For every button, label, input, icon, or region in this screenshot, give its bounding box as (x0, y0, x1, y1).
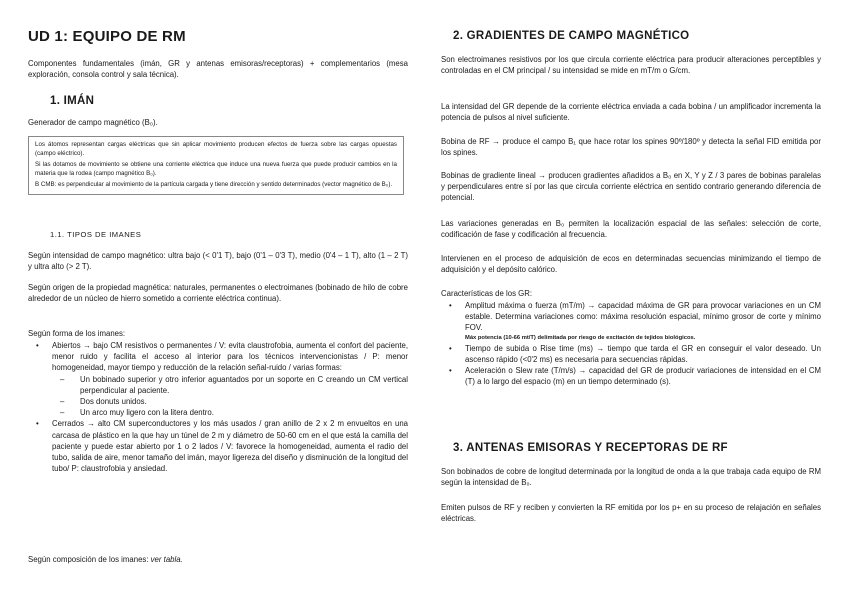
paragraph-forma: Según forma de los imanes: (28, 329, 126, 338)
section-1-subtitle: Generador de campo magnético (B₀). (28, 118, 158, 127)
list-item-abiertos (28, 340, 408, 418)
amplitud-text: Amplitud máxima o fuerza (mT/m) → capacidad máxima de GR para provocar variaciones en un CM estable. Determina variaciones como: máxima resolución espacial, mínimo grosor de corte y mínimo FOV. (465, 301, 821, 333)
intro-paragraph: Componentes fundamentales (imán, GR y antenas emisoras/receptoras) + complementarios (mesa exploración, consola control y sala técnica). (28, 59, 408, 80)
forma-list (28, 340, 408, 474)
paragraph-intensidad: Según intensidad de campo magnético: ultra bajo (< 0'1 T), bajo (0'1 – 0'3 T), medio (0'4 – 1 T), alto (1 – 2 T) y ultra alto (> 2 T). (28, 251, 408, 272)
box-paragraph: Si las dotamos de movimiento se obtiene una corriente eléctrica que induce una nueva fuerza que puede producir cambios en la materia que la rodea (campo magnético B₀). (35, 161, 397, 177)
gr-paragraph-3: Bobina de RF → produce el campo B₁ que hace rotar los spines 90º/180º y detecta la señal FID emitida por los spines. (441, 137, 821, 158)
sublist-item: – Dos donuts unidos. (52, 396, 408, 407)
list-item-amplitud (441, 300, 821, 343)
sublist-item: – Un arco muy ligero con la litera dentro. (52, 407, 408, 418)
section-1-title: 1. IMÁN (50, 95, 95, 107)
abiertos-sublist (52, 374, 408, 419)
paragraph-origen: Según origen de la propiedad magnética: naturales, permanentes o electroimanes (bobinado de hilo de cobre alrededor de un núcleo de hierro sometido a corriente eléctrica continua). (28, 283, 408, 304)
gr-paragraph-5: Las variaciones generadas en B₀ permiten la localización espacial de las señales: selección de corte, codificación de fase y codificación al frecuencia. (441, 219, 821, 240)
gr-paragraph-4: Bobinas de gradiente lineal → producen gradientes añadidos a B₀ en X, Y y Z / 3 pares de bobinas paralelas y perpendiculares entre sí por las que circula corriente eléctrica en sentido contrario generando diferencia de potencial. (441, 171, 821, 203)
amplitud-note: Máx potencia (10-66 mt/T) delimitada por riesgo de excitación de tejidos biológicos. (465, 334, 696, 341)
gr-paragraph-2: La intensidad del GR depende de la corriente eléctrica enviada a cada bobina / un amplificador incrementa la potencia de pulsos al nivel suficiente. (441, 102, 821, 123)
list-item-cerrados: • Cerrados → alto CM superconductores y los más usados / gran anillo de 2 x 2 m envueltos en una carcasa de plástico en la que hay un túnel de 2 m y diámetro de 50-60 cm en el que está la camilla del paciente y puede estar abierto por 1 o 2 lados / V: favorece la homogeneidad, aumenta el radio del tubo, salida de aire, menor tamaño del imán, mayor ligereza del diseño y disminución de la longitud del tubo/ P: claustrofobia y ansiedad. (28, 418, 408, 474)
section-3-title: 3. ANTENAS EMISORAS Y RECEPTORAS DE RF (453, 442, 728, 454)
box-paragraph: Los átomos representan cargas eléctricas que sin aplicar movimiento producen efectos de fuerza sobre las cargas opuestas (campo eléctrico). (35, 141, 397, 157)
section-2-title: 2. GRADIENTES DE CAMPO MAGNÉTICO (453, 30, 690, 42)
list-item-slew-rate: • Aceleración o Slew rate (T/m/s) → capacidad del GR de producir variaciones de intensidad en el CM (T) a lo largo del espacio (m) en un tiempo determinado (s). (441, 365, 821, 387)
gr-paragraph-1: Son electroimanes resistivos por los que circula corriente eléctrica para producir alteraciones perceptibles y controladas en el CM principal / su intensidad se mide en mT/m o G/cm. (441, 55, 821, 76)
abiertos-text: Abiertos → bajo CM resistivos o permanentes / V: evita claustrofobia, aumenta el confort del paciente, menor ruido y facilita el acceso al interior para los técnicos intervencionistas / P: menor homogeneidad, mayor tiempo y reducción de la relación señal-ruido / varias formas: (52, 341, 408, 373)
paragraph-composicion (28, 554, 408, 565)
box-paragraph: B CMB: es perpendicular al movimiento de la partícula cargada y tiene dirección y sentido determinados (vector magnético de B₀). (35, 181, 393, 189)
rf-paragraph-2: Emiten pulsos de RF y reciben y convierten la RF emitida por los p+ en su proceso de relajación en señales eléctricas. (441, 503, 821, 524)
characteristics-list (441, 300, 821, 387)
rf-paragraph-1: Son bobinados de cobre de longitud determinada por la longitud de onda a la que trabaja cada equipo de RM según la intensidad de B₀. (441, 467, 821, 488)
gr-paragraph-6: Intervienen en el proceso de adquisición de ecos en determinadas secuencias minimizando el tiempo de adquisición y el depósito calórico. (441, 254, 821, 275)
page-title: UD 1: EQUIPO DE RM (28, 28, 186, 45)
sublist-item: – Un bobinado superior y otro inferior aguantados por un soporte en C creando un CM vertical perpendicular al paciente. (52, 374, 408, 396)
list-item-rise-time: • Tiempo de subida o Rise time (ms) → tiempo que tarda el GR en conseguir el valor deseado. Un ascenso rápido (<0'2 ms) es necesaria para secuencias rápidas. (441, 343, 821, 365)
composicion-link: ver tabla. (150, 555, 183, 564)
subsection-title: 1.1. TIPOS DE IMANES (50, 230, 142, 239)
definition-box (28, 136, 404, 195)
composicion-text: Según composición de los imanes: (28, 555, 151, 564)
gr-paragraph-7: Características de los GR: (441, 289, 532, 298)
